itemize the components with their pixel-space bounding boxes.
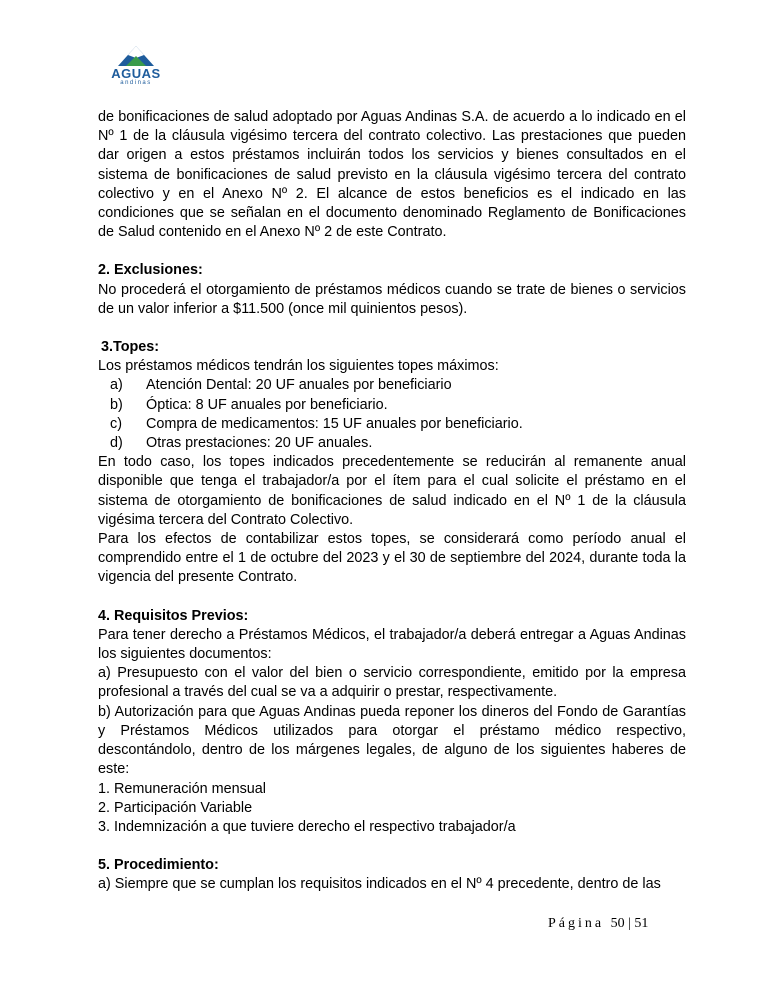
section-3-paragraph-2: Para los efectos de contabilizar estos topes, se considerará como período anual el comprendido entre el 1 de octubre del 2023 y el 30 de septiembre del 2024, durante toda la vigencia del presente Contrato. [98,531,686,586]
list-item: 3. Indemnización a que tuviere derecho el respectivo trabajador/a [98,818,516,835]
intro-paragraph: de bonificaciones de salud adoptado por Aguas Andinas S.A. de acuerdo a lo indicado en el Nº 1 de la cláusula vigésimo tercera del contrato colectivo. Las prestaciones que pueden dar origen a estos préstamos incluirán todos los servicios y bienes consultados en el sistema de bonificaciones de salud previsto en la cláusula vigésimo tercera del contrato colectivo y en el Anexo Nº 2. El alcance de estos beneficios es el indicado en las condiciones que se señalan en el documento denominado Reglamento de Bonificaciones de Salud contenido en el Anexo Nº 2 de este Contrato. [98,109,686,241]
section-3-paragraph-1: En todo caso, los topes indicados precedentemente se reducirán al remanente anual disponible que tenga el trabajador/a por el ítem para el cual solicite el préstamo en el sistema de otorgamiento de bonificaciones de salud indicado en el Nº 1 de la cláusula vigésima tercera del Contrato Colectivo. [98,454,686,528]
section-4-item-b: b) Autorización para que Aguas Andinas pueda reponer los dineros del Fondo de Garantías y Préstamos Médicos utilizados para otorgar el préstamo médico respectivo, descontándolo, dentro de los márgenes legales, de alguno de los siguientes haberes de este: [98,703,686,778]
document-body [98,108,686,895]
section-3-heading: 3.Topes: [101,339,160,356]
list-item: a) Atención Dental: 20 UF anuales por beneficiario [110,377,452,394]
list-item: c) Compra de medicamentos: 15 UF anuales por beneficiario. [110,415,523,432]
section-4-paragraph: Para tener derecho a Préstamos Médicos, el trabajador/a deberá entregar a Aguas Andinas los siguientes documentos: [98,626,686,663]
list-item: 2. Participación Variable [98,799,253,816]
list-item: 1. Remuneración mensual [98,780,266,797]
topes-list [98,376,686,453]
section-4-item-a: a) Presupuesto con el valor del bien o servicio correspondiente, emitido por la empresa profesional a través del cual se va a adquirir o prestar, respectivamente. [98,665,686,701]
logo-sub-text: andinas [120,80,152,86]
page-footer [548,916,648,932]
list-item: d) Otras prestaciones: 20 UF anuales. [110,435,373,452]
section-2-heading: 2. Exclusiones: [98,262,203,279]
logo-brand-text: AGUAS [111,66,161,81]
page-number: 50 | 51 [610,916,649,931]
section-5-item-a: a) Siempre que se cumplan los requisitos indicados en el Nº 4 precedente, dentro de las [98,876,661,893]
section-5-heading: 5. Procedimiento: [98,857,219,874]
list-item: b) Óptica: 8 UF anuales por beneficiario. [110,396,388,413]
section-4-heading: 4. Requisitos Previos: [98,607,249,624]
page-label: Página [548,916,605,931]
aguas-andinas-logo [96,44,176,92]
section-2-text: No procederá el otorgamiento de préstamos médicos cuando se trate de bienes o servicios de un valor inferior a $11.500 (once mil quinientos pesos). [98,281,686,317]
mountain-logo-icon [96,44,176,68]
section-3-lead: Los préstamos médicos tendrán los siguientes topes máximos: [98,358,499,375]
